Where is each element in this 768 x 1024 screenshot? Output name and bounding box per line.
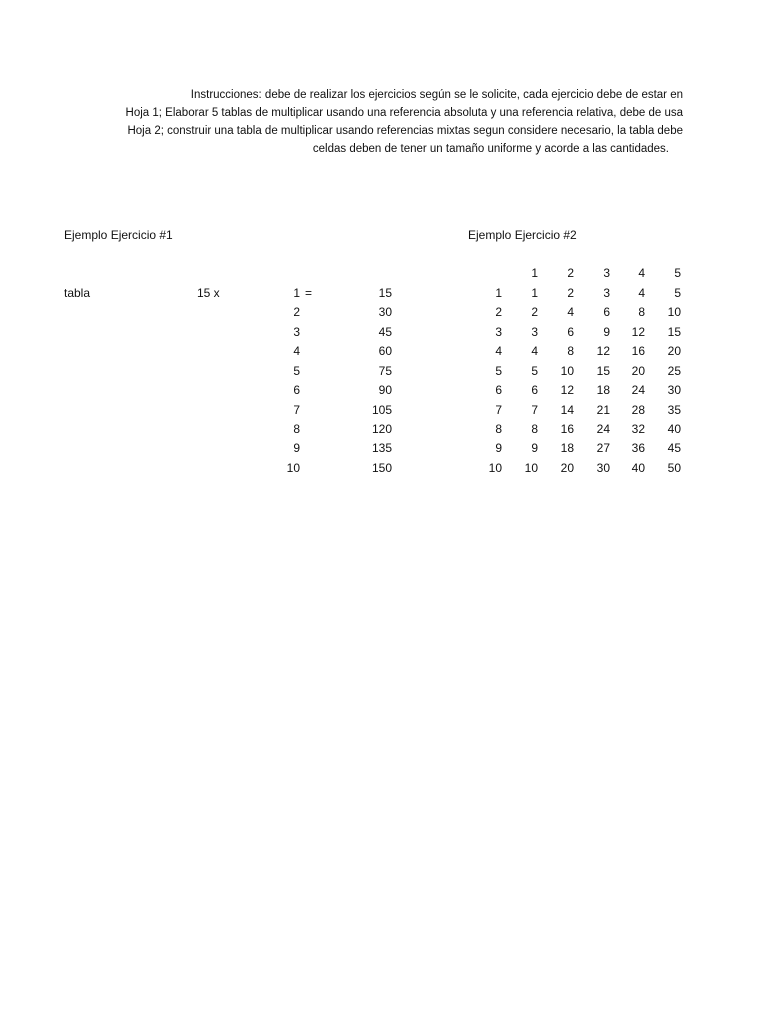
exercise2-cell: 24 [631,383,645,397]
exercise2-row-header: 1 [495,286,502,300]
exercise2-col-header: 5 [674,266,681,280]
exercise2-cell: 1 [531,286,538,300]
exercise2-row-header: 8 [495,422,502,436]
exercise2-cell: 9 [531,441,538,455]
exercise2-cell: 30 [596,461,610,475]
exercise1-result: 120 [371,422,392,436]
exercise1-factor: 10 [286,461,300,475]
exercise1-multiplier: 15 x [197,286,220,300]
exercise1-result: 30 [378,305,392,319]
exercise2-cell: 10 [560,364,574,378]
exercise2-cell: 28 [631,403,645,417]
exercise2-cell: 5 [674,286,681,300]
exercise2-cell: 4 [638,286,645,300]
exercise2-cell: 25 [667,364,681,378]
exercise2-col-header: 3 [603,266,610,280]
exercise2-cell: 27 [596,441,610,455]
exercise2-row-header: 9 [495,441,502,455]
exercise2-cell: 8 [531,422,538,436]
exercise2-cell: 45 [667,441,681,455]
exercise1-factor: 6 [293,383,300,397]
exercise2-cell: 24 [596,422,610,436]
instructions-line-1: Instrucciones: debe de realizar los ejercicios según se le solicite, cada ejercicio debe de estar en [190,89,683,101]
exercise2-cell: 36 [631,441,645,455]
exercise1-result: 150 [371,461,392,475]
exercise2-cell: 8 [638,305,645,319]
exercise2-cell: 6 [603,305,610,319]
exercise2-cell: 20 [667,344,681,358]
exercise2-cell: 40 [631,461,645,475]
exercise2-cell: 18 [560,441,574,455]
exercise1-result: 90 [378,383,392,397]
exercise2-cell: 40 [667,422,681,436]
exercise2-col-header: 1 [531,266,538,280]
exercise2-cell: 7 [531,403,538,417]
exercise2-cell: 2 [567,286,574,300]
exercise1-result: 135 [371,441,392,455]
exercise1-equals-sign: = [305,286,313,300]
exercise1-factor: 7 [293,403,300,417]
exercise2-row-header: 6 [495,383,502,397]
instructions-line-2: Hoja 1; Elaborar 5 tablas de multiplicar usando una referencia absoluta y una referencia relativa, debe de usa [125,107,683,119]
exercise1-factor: 5 [293,364,300,378]
exercise2-cell: 8 [567,344,574,358]
exercise2-cell: 20 [631,364,645,378]
exercise2-cell: 50 [667,461,681,475]
exercise1-label: tabla [64,286,91,300]
exercise1-result: 60 [378,344,392,358]
exercise2-cell: 6 [531,383,538,397]
instructions-line-3: Hoja 2; construir una tabla de multiplicar usando referencias mixtas segun considere necesario, la tabla debe [127,125,683,137]
exercise2-row-header: 5 [495,364,502,378]
exercise2-cell: 3 [531,325,538,339]
exercise1-result: 15 [378,286,392,300]
exercise1-factor: 2 [293,305,300,319]
exercise2-cell: 32 [631,422,645,436]
exercise1-title: Ejemplo Ejercicio #1 [64,228,173,242]
exercise2-cell: 5 [531,364,538,378]
exercise2-cell: 4 [567,305,574,319]
exercise2-cell: 10 [524,461,538,475]
exercise2-cell: 35 [667,403,681,417]
exercise2-cell: 21 [596,403,610,417]
exercise1-factor: 8 [293,422,300,436]
exercise2-row-header: 7 [495,403,502,417]
exercise1-result: 45 [378,325,392,339]
exercise2-cell: 4 [531,344,538,358]
exercise1-factor: 9 [293,441,300,455]
exercise1-result: 75 [378,364,392,378]
exercise2-row-header: 2 [495,305,502,319]
exercise2-cell: 12 [631,325,645,339]
exercise2-cell: 3 [603,286,610,300]
exercise2-cell: 6 [567,325,574,339]
exercise2-cell: 30 [667,383,681,397]
exercise2-title: Ejemplo Ejercicio #2 [468,228,577,242]
exercise2-row-header: 10 [488,461,502,475]
exercise2-cell: 2 [531,305,538,319]
instructions-line-4: celdas deben de tener un tamaño uniforme y acorde a las cantidades. [312,143,669,155]
exercise2-cell: 12 [596,344,610,358]
exercise2-cell: 12 [560,383,574,397]
exercise2-cell: 15 [596,364,610,378]
exercise1-result: 105 [371,403,392,417]
exercise2-cell: 9 [603,325,610,339]
exercise2-cell: 16 [631,344,645,358]
exercise2-cell: 20 [560,461,574,475]
exercise1-factor: 1 [293,286,300,300]
exercise2-col-header: 4 [638,266,645,280]
exercise2-cell: 10 [667,305,681,319]
exercise1-factor: 3 [293,325,300,339]
exercise2-row-header: 4 [495,344,502,358]
exercise2-row-header: 3 [495,325,502,339]
exercise2-cell: 16 [560,422,574,436]
exercise2-cell: 15 [667,325,681,339]
exercise2-cell: 18 [596,383,610,397]
exercise2-col-header: 2 [567,266,574,280]
exercise2-cell: 14 [560,403,574,417]
exercise1-factor: 4 [293,344,300,358]
